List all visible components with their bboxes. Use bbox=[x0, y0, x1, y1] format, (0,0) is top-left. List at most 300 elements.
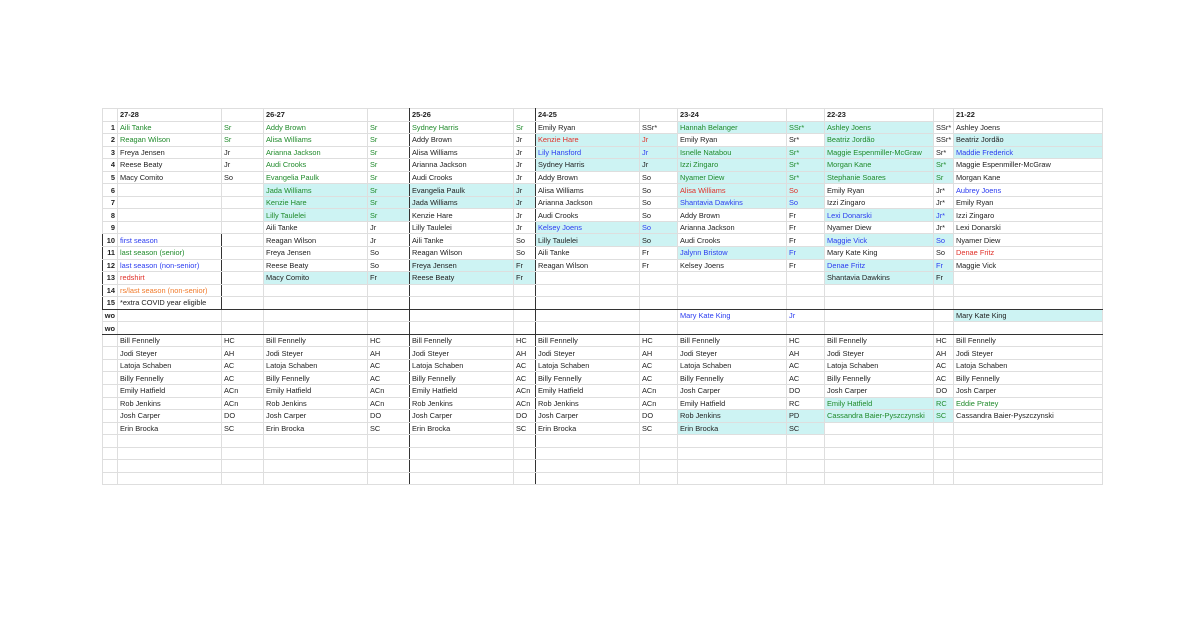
player-cell[interactable] bbox=[118, 460, 222, 473]
class-cell[interactable] bbox=[934, 447, 954, 460]
player-cell[interactable]: Shantavia Dawkins bbox=[825, 272, 934, 285]
player-cell[interactable]: Sydney Harris bbox=[536, 159, 640, 172]
player-cell[interactable]: Latoja Schaben bbox=[264, 359, 368, 372]
player-cell[interactable] bbox=[536, 284, 640, 297]
player-cell[interactable]: Billy Fennelly bbox=[410, 372, 514, 385]
player-cell[interactable]: Izzi Zingaro bbox=[825, 196, 934, 209]
class-cell[interactable] bbox=[368, 322, 410, 335]
player-cell[interactable]: Izzi Zingaro bbox=[954, 209, 1103, 222]
class-cell[interactable]: AC bbox=[368, 372, 410, 385]
class-cell[interactable]: ACn bbox=[640, 385, 678, 398]
class-cell[interactable]: Sr bbox=[368, 159, 410, 172]
player-cell[interactable] bbox=[264, 322, 368, 335]
player-cell[interactable] bbox=[410, 284, 514, 297]
class-cell[interactable] bbox=[368, 460, 410, 473]
class-cell[interactable]: Sr bbox=[222, 121, 264, 134]
class-cell[interactable] bbox=[368, 309, 410, 322]
row-number[interactable]: 8 bbox=[103, 209, 118, 222]
player-cell[interactable]: Billy Fennelly bbox=[954, 372, 1103, 385]
class-cell[interactable] bbox=[222, 435, 264, 448]
row-number[interactable]: 15 bbox=[103, 297, 118, 310]
player-cell[interactable] bbox=[264, 460, 368, 473]
class-cell[interactable] bbox=[222, 309, 264, 322]
player-cell[interactable]: Aubrey Joens bbox=[954, 184, 1103, 197]
class-cell[interactable] bbox=[787, 272, 825, 285]
class-cell[interactable] bbox=[514, 472, 536, 485]
class-cell[interactable] bbox=[222, 297, 264, 310]
class-cell[interactable]: SC bbox=[222, 422, 264, 435]
player-cell[interactable] bbox=[536, 322, 640, 335]
player-cell[interactable]: Alisa Williams bbox=[264, 134, 368, 147]
player-cell[interactable]: Reese Beaty bbox=[410, 272, 514, 285]
player-cell[interactable] bbox=[954, 435, 1103, 448]
player-cell[interactable]: Arianna Jackson bbox=[410, 159, 514, 172]
player-cell[interactable]: Shantavia Dawkins bbox=[678, 196, 787, 209]
player-cell[interactable]: *extra COVID year eligible bbox=[118, 297, 222, 310]
class-cell[interactable]: AC bbox=[368, 359, 410, 372]
class-cell[interactable]: HC bbox=[934, 334, 954, 347]
player-cell[interactable]: Evangelia Paulk bbox=[410, 184, 514, 197]
class-cell[interactable]: Jr bbox=[514, 209, 536, 222]
player-cell[interactable] bbox=[264, 284, 368, 297]
row-number[interactable]: 13 bbox=[103, 272, 118, 285]
player-cell[interactable]: Addy Brown bbox=[410, 134, 514, 147]
class-cell[interactable]: Fr bbox=[934, 272, 954, 285]
player-cell[interactable] bbox=[410, 309, 514, 322]
class-cell[interactable]: Fr bbox=[787, 234, 825, 247]
player-cell[interactable]: Morgan Kane bbox=[954, 171, 1103, 184]
class-cell[interactable] bbox=[934, 460, 954, 473]
class-cell[interactable]: PD bbox=[787, 410, 825, 423]
class-cell[interactable] bbox=[787, 447, 825, 460]
class-cell[interactable]: Jr bbox=[222, 146, 264, 159]
class-cell[interactable] bbox=[640, 297, 678, 310]
player-cell[interactable]: Nyamer Diew bbox=[825, 221, 934, 234]
player-cell[interactable]: Jodi Steyer bbox=[264, 347, 368, 360]
class-cell[interactable]: So bbox=[934, 234, 954, 247]
player-cell[interactable]: Lexi Donarski bbox=[954, 221, 1103, 234]
player-cell[interactable]: Hannah Belanger bbox=[678, 121, 787, 134]
player-cell[interactable]: Emily Ryan bbox=[954, 196, 1103, 209]
player-cell[interactable] bbox=[536, 272, 640, 285]
class-cell[interactable]: SSr* bbox=[787, 121, 825, 134]
class-cell[interactable] bbox=[640, 322, 678, 335]
class-cell[interactable]: Sr bbox=[368, 134, 410, 147]
player-cell[interactable]: Lexi Donarski bbox=[825, 209, 934, 222]
season-header[interactable]: 24-25 bbox=[536, 109, 640, 122]
player-cell[interactable]: Cassandra Baier-Pyszczynski bbox=[825, 410, 934, 423]
player-cell[interactable]: Maddie Frederick bbox=[954, 146, 1103, 159]
player-cell[interactable]: Izzi Zingaro bbox=[678, 159, 787, 172]
class-cell[interactable] bbox=[787, 435, 825, 448]
class-cell[interactable] bbox=[787, 322, 825, 335]
row-number[interactable] bbox=[103, 435, 118, 448]
player-cell[interactable]: Audi Crooks bbox=[536, 209, 640, 222]
class-cell[interactable]: Fr bbox=[514, 272, 536, 285]
class-cell[interactable] bbox=[368, 284, 410, 297]
class-cell[interactable]: Jr bbox=[640, 146, 678, 159]
player-cell[interactable] bbox=[825, 422, 934, 435]
class-cell[interactable] bbox=[934, 309, 954, 322]
player-cell[interactable]: Reese Beaty bbox=[264, 259, 368, 272]
player-cell[interactable]: Erin Brocka bbox=[118, 422, 222, 435]
player-cell[interactable]: Audi Crooks bbox=[410, 171, 514, 184]
row-number[interactable] bbox=[103, 385, 118, 398]
class-cell[interactable] bbox=[222, 272, 264, 285]
player-cell[interactable]: Mary Kate King bbox=[954, 309, 1103, 322]
player-cell[interactable]: Jodi Steyer bbox=[536, 347, 640, 360]
class-cell[interactable]: So bbox=[640, 184, 678, 197]
player-cell[interactable]: Ashley Joens bbox=[825, 121, 934, 134]
player-cell[interactable]: Kelsey Joens bbox=[678, 259, 787, 272]
player-cell[interactable]: Rob Jenkins bbox=[678, 410, 787, 423]
player-cell[interactable] bbox=[118, 472, 222, 485]
class-cell[interactable]: So bbox=[368, 259, 410, 272]
player-cell[interactable]: Latoja Schaben bbox=[410, 359, 514, 372]
row-number[interactable] bbox=[103, 460, 118, 473]
player-cell[interactable]: Addy Brown bbox=[678, 209, 787, 222]
player-cell[interactable]: Aili Tanke bbox=[410, 234, 514, 247]
class-cell[interactable]: So bbox=[640, 196, 678, 209]
player-cell[interactable]: Jodi Steyer bbox=[678, 347, 787, 360]
row-number[interactable] bbox=[103, 372, 118, 385]
player-cell[interactable]: Billy Fennelly bbox=[118, 372, 222, 385]
class-cell[interactable]: Sr bbox=[368, 121, 410, 134]
class-cell[interactable] bbox=[514, 460, 536, 473]
player-cell[interactable] bbox=[678, 460, 787, 473]
class-cell[interactable]: Sr bbox=[222, 134, 264, 147]
player-cell[interactable] bbox=[410, 322, 514, 335]
class-cell[interactable]: HC bbox=[787, 334, 825, 347]
player-cell[interactable]: Kenzie Hare bbox=[410, 209, 514, 222]
class-cell[interactable]: AC bbox=[934, 359, 954, 372]
player-cell[interactable]: Bill Fennelly bbox=[118, 334, 222, 347]
class-cell[interactable]: Fr bbox=[368, 272, 410, 285]
player-cell[interactable] bbox=[954, 422, 1103, 435]
player-cell[interactable]: Bill Fennelly bbox=[264, 334, 368, 347]
player-cell[interactable]: Morgan Kane bbox=[825, 159, 934, 172]
class-cell[interactable]: So bbox=[222, 171, 264, 184]
player-cell[interactable]: Josh Carper bbox=[264, 410, 368, 423]
class-cell[interactable]: AH bbox=[514, 347, 536, 360]
season-header[interactable]: 21-22 bbox=[954, 109, 1103, 122]
class-cell[interactable] bbox=[514, 297, 536, 310]
class-cell[interactable] bbox=[787, 472, 825, 485]
player-cell[interactable] bbox=[825, 447, 934, 460]
player-cell[interactable]: Jodi Steyer bbox=[410, 347, 514, 360]
class-cell[interactable] bbox=[934, 322, 954, 335]
class-cell[interactable] bbox=[368, 447, 410, 460]
class-cell[interactable] bbox=[222, 221, 264, 234]
class-cell[interactable] bbox=[222, 196, 264, 209]
player-cell[interactable]: Emily Hatfield bbox=[118, 385, 222, 398]
player-cell[interactable] bbox=[264, 435, 368, 448]
player-cell[interactable]: Emily Hatfield bbox=[825, 397, 934, 410]
player-cell[interactable] bbox=[678, 322, 787, 335]
player-cell[interactable]: Reagan Wilson bbox=[410, 247, 514, 260]
player-cell[interactable] bbox=[118, 309, 222, 322]
class-cell[interactable]: So bbox=[514, 234, 536, 247]
class-cell[interactable]: ACn bbox=[368, 385, 410, 398]
season-header[interactable]: 25-26 bbox=[410, 109, 514, 122]
player-cell[interactable] bbox=[954, 284, 1103, 297]
class-cell[interactable]: SSr* bbox=[640, 121, 678, 134]
player-cell[interactable]: Audi Crooks bbox=[264, 159, 368, 172]
class-cell[interactable]: Jr bbox=[514, 184, 536, 197]
player-cell[interactable] bbox=[825, 435, 934, 448]
player-cell[interactable]: Alisa Williams bbox=[536, 184, 640, 197]
player-cell[interactable]: Jalynn Bristow bbox=[678, 247, 787, 260]
player-cell[interactable]: Kelsey Joens bbox=[536, 221, 640, 234]
player-cell[interactable] bbox=[410, 447, 514, 460]
player-cell[interactable]: Latoja Schaben bbox=[118, 359, 222, 372]
player-cell[interactable] bbox=[264, 472, 368, 485]
player-cell[interactable]: Josh Carper bbox=[678, 385, 787, 398]
class-cell[interactable]: Sr bbox=[368, 196, 410, 209]
class-cell[interactable]: So bbox=[640, 171, 678, 184]
player-cell[interactable]: Aili Tanke bbox=[536, 247, 640, 260]
class-cell[interactable]: AC bbox=[514, 372, 536, 385]
player-cell[interactable]: Latoja Schaben bbox=[536, 359, 640, 372]
class-cell[interactable]: Jr* bbox=[934, 184, 954, 197]
class-cell[interactable] bbox=[368, 435, 410, 448]
class-cell[interactable]: AC bbox=[514, 359, 536, 372]
player-cell[interactable]: Reagan Wilson bbox=[264, 234, 368, 247]
player-cell[interactable] bbox=[410, 435, 514, 448]
player-cell[interactable] bbox=[536, 460, 640, 473]
player-cell[interactable]: Maggie Espenmiller-McGraw bbox=[954, 159, 1103, 172]
class-cell[interactable]: SC bbox=[368, 422, 410, 435]
player-cell[interactable] bbox=[410, 297, 514, 310]
player-cell[interactable]: Sydney Harris bbox=[410, 121, 514, 134]
class-cell[interactable] bbox=[514, 447, 536, 460]
player-cell[interactable]: Eddie Pratey bbox=[954, 397, 1103, 410]
player-cell[interactable]: Erin Brocka bbox=[264, 422, 368, 435]
class-cell[interactable]: SSr* bbox=[934, 121, 954, 134]
player-cell[interactable] bbox=[954, 322, 1103, 335]
class-cell[interactable] bbox=[787, 297, 825, 310]
player-cell[interactable]: Jada Williams bbox=[410, 196, 514, 209]
class-cell[interactable]: ACn bbox=[222, 385, 264, 398]
player-cell[interactable]: Emily Ryan bbox=[825, 184, 934, 197]
row-number[interactable] bbox=[103, 359, 118, 372]
player-cell[interactable]: Alisa Williams bbox=[678, 184, 787, 197]
row-number[interactable]: 4 bbox=[103, 159, 118, 172]
class-cell[interactable]: SC bbox=[934, 410, 954, 423]
player-cell[interactable]: Addy Brown bbox=[536, 171, 640, 184]
class-cell[interactable] bbox=[640, 284, 678, 297]
class-cell[interactable] bbox=[222, 472, 264, 485]
class-cell[interactable]: AH bbox=[934, 347, 954, 360]
class-cell[interactable]: SC bbox=[787, 422, 825, 435]
class-cell[interactable] bbox=[514, 309, 536, 322]
player-cell[interactable]: Billy Fennelly bbox=[264, 372, 368, 385]
class-cell[interactable]: SC bbox=[640, 422, 678, 435]
player-cell[interactable]: Mary Kate King bbox=[678, 309, 787, 322]
player-cell[interactable]: Macy Comito bbox=[264, 272, 368, 285]
class-cell[interactable]: Sr* bbox=[787, 146, 825, 159]
player-cell[interactable]: Billy Fennelly bbox=[678, 372, 787, 385]
class-cell[interactable] bbox=[368, 472, 410, 485]
class-cell[interactable]: DO bbox=[222, 410, 264, 423]
class-cell[interactable]: Fr bbox=[640, 247, 678, 260]
player-cell[interactable] bbox=[536, 472, 640, 485]
class-cell[interactable]: Jr* bbox=[934, 209, 954, 222]
player-cell[interactable]: Aili Tanke bbox=[264, 221, 368, 234]
class-cell[interactable]: Fr bbox=[787, 209, 825, 222]
player-cell[interactable]: Emily Ryan bbox=[536, 121, 640, 134]
player-cell[interactable] bbox=[118, 221, 222, 234]
player-cell[interactable] bbox=[118, 322, 222, 335]
class-cell[interactable]: So bbox=[640, 209, 678, 222]
class-cell[interactable]: ACn bbox=[640, 397, 678, 410]
class-cell[interactable]: Jr bbox=[222, 159, 264, 172]
player-cell[interactable]: last season (non-senior) bbox=[118, 259, 222, 272]
class-cell[interactable]: Sr* bbox=[934, 159, 954, 172]
row-number[interactable] bbox=[103, 472, 118, 485]
player-cell[interactable]: Josh Carper bbox=[954, 385, 1103, 398]
player-cell[interactable]: Lilly Taulelei bbox=[536, 234, 640, 247]
player-cell[interactable]: Bill Fennelly bbox=[825, 334, 934, 347]
class-cell[interactable]: AH bbox=[640, 347, 678, 360]
class-cell[interactable]: AC bbox=[222, 359, 264, 372]
class-cell[interactable]: Jr* bbox=[934, 196, 954, 209]
class-cell[interactable]: DO bbox=[368, 410, 410, 423]
class-cell[interactable] bbox=[934, 435, 954, 448]
player-cell[interactable]: Josh Carper bbox=[825, 385, 934, 398]
season-header[interactable]: 22-23 bbox=[825, 109, 934, 122]
player-cell[interactable]: Aili Tanke bbox=[118, 121, 222, 134]
season-header[interactable]: 26-27 bbox=[264, 109, 368, 122]
class-cell[interactable]: So bbox=[368, 247, 410, 260]
season-header[interactable]: 27-28 bbox=[118, 109, 222, 122]
player-cell[interactable]: Rob Jenkins bbox=[264, 397, 368, 410]
class-cell[interactable]: Sr* bbox=[934, 146, 954, 159]
class-cell[interactable]: Sr* bbox=[787, 171, 825, 184]
class-cell[interactable] bbox=[222, 209, 264, 222]
class-cell[interactable] bbox=[514, 284, 536, 297]
class-cell[interactable]: AH bbox=[222, 347, 264, 360]
player-cell[interactable] bbox=[264, 447, 368, 460]
class-cell[interactable]: Jr bbox=[514, 146, 536, 159]
class-cell[interactable] bbox=[368, 297, 410, 310]
class-cell[interactable]: Jr bbox=[640, 159, 678, 172]
class-cell[interactable] bbox=[514, 435, 536, 448]
player-cell[interactable] bbox=[536, 447, 640, 460]
player-cell[interactable]: Emily Hatfield bbox=[536, 385, 640, 398]
class-cell[interactable] bbox=[787, 284, 825, 297]
player-cell[interactable]: Cassandra Baier-Pyszczynski bbox=[954, 410, 1103, 423]
class-cell[interactable]: Sr bbox=[368, 184, 410, 197]
player-cell[interactable]: Latoja Schaben bbox=[954, 359, 1103, 372]
class-cell[interactable] bbox=[222, 447, 264, 460]
class-cell[interactable]: ACn bbox=[514, 385, 536, 398]
class-cell[interactable]: Jr bbox=[514, 171, 536, 184]
player-cell[interactable]: Erin Brocka bbox=[678, 422, 787, 435]
player-cell[interactable]: Reagan Wilson bbox=[118, 134, 222, 147]
class-cell[interactable] bbox=[514, 322, 536, 335]
player-cell[interactable] bbox=[264, 297, 368, 310]
player-cell[interactable]: Latoja Schaben bbox=[825, 359, 934, 372]
player-cell[interactable]: Macy Comito bbox=[118, 171, 222, 184]
class-cell[interactable]: Fr bbox=[514, 259, 536, 272]
class-cell[interactable]: ACn bbox=[514, 397, 536, 410]
row-number[interactable] bbox=[103, 334, 118, 347]
class-cell[interactable]: So bbox=[640, 221, 678, 234]
player-cell[interactable]: Josh Carper bbox=[118, 410, 222, 423]
class-cell[interactable]: AH bbox=[368, 347, 410, 360]
player-cell[interactable] bbox=[678, 472, 787, 485]
row-number[interactable]: 10 bbox=[103, 234, 118, 247]
class-cell[interactable] bbox=[222, 184, 264, 197]
class-cell[interactable]: Fr bbox=[640, 259, 678, 272]
player-cell[interactable]: Isnelle Natabou bbox=[678, 146, 787, 159]
player-cell[interactable] bbox=[678, 447, 787, 460]
class-cell[interactable]: DO bbox=[787, 385, 825, 398]
row-number[interactable] bbox=[103, 347, 118, 360]
player-cell[interactable]: Rob Jenkins bbox=[118, 397, 222, 410]
class-cell[interactable] bbox=[222, 460, 264, 473]
class-cell[interactable]: AC bbox=[640, 372, 678, 385]
class-cell[interactable]: HC bbox=[222, 334, 264, 347]
player-cell[interactable]: Alisa Williams bbox=[410, 146, 514, 159]
player-cell[interactable] bbox=[825, 309, 934, 322]
player-cell[interactable]: Denae Fritz bbox=[954, 247, 1103, 260]
row-number[interactable]: 1 bbox=[103, 121, 118, 134]
player-cell[interactable]: Kenzie Hare bbox=[264, 196, 368, 209]
player-cell[interactable]: first season bbox=[118, 234, 222, 247]
player-cell[interactable] bbox=[678, 284, 787, 297]
row-number[interactable]: 6 bbox=[103, 184, 118, 197]
row-number[interactable]: wo bbox=[103, 322, 118, 335]
player-cell[interactable] bbox=[536, 435, 640, 448]
class-cell[interactable]: Jr bbox=[514, 159, 536, 172]
class-cell[interactable]: AC bbox=[787, 359, 825, 372]
player-cell[interactable] bbox=[678, 272, 787, 285]
player-cell[interactable] bbox=[825, 460, 934, 473]
player-cell[interactable]: Billy Fennelly bbox=[825, 372, 934, 385]
player-cell[interactable]: Stephanie Soares bbox=[825, 171, 934, 184]
player-cell[interactable]: rs/last season (non-senior) bbox=[118, 284, 222, 297]
player-cell[interactable]: Arianna Jackson bbox=[536, 196, 640, 209]
player-cell[interactable] bbox=[678, 435, 787, 448]
class-cell[interactable]: AH bbox=[787, 347, 825, 360]
row-number[interactable]: 2 bbox=[103, 134, 118, 147]
class-cell[interactable]: So bbox=[640, 234, 678, 247]
class-cell[interactable]: DO bbox=[640, 410, 678, 423]
class-cell[interactable] bbox=[934, 472, 954, 485]
class-cell[interactable]: So bbox=[934, 247, 954, 260]
class-cell[interactable]: SSr* bbox=[934, 134, 954, 147]
class-cell[interactable] bbox=[640, 309, 678, 322]
player-cell[interactable]: Maggie Vick bbox=[954, 259, 1103, 272]
player-cell[interactable]: Rob Jenkins bbox=[410, 397, 514, 410]
class-cell[interactable]: Jr bbox=[787, 309, 825, 322]
player-cell[interactable]: Denae Fritz bbox=[825, 259, 934, 272]
player-cell[interactable]: Maggie Espenmiller-McGraw bbox=[825, 146, 934, 159]
player-cell[interactable]: Addy Brown bbox=[264, 121, 368, 134]
class-cell[interactable]: Fr bbox=[934, 259, 954, 272]
player-cell[interactable]: Beatriz Jordão bbox=[825, 134, 934, 147]
player-cell[interactable] bbox=[118, 447, 222, 460]
player-cell[interactable]: Bill Fennelly bbox=[536, 334, 640, 347]
row-number[interactable] bbox=[103, 397, 118, 410]
class-cell[interactable]: ACn bbox=[222, 397, 264, 410]
player-cell[interactable]: Billy Fennelly bbox=[536, 372, 640, 385]
player-cell[interactable]: Nyamer Diew bbox=[678, 171, 787, 184]
player-cell[interactable]: Josh Carper bbox=[410, 410, 514, 423]
class-cell[interactable] bbox=[934, 297, 954, 310]
